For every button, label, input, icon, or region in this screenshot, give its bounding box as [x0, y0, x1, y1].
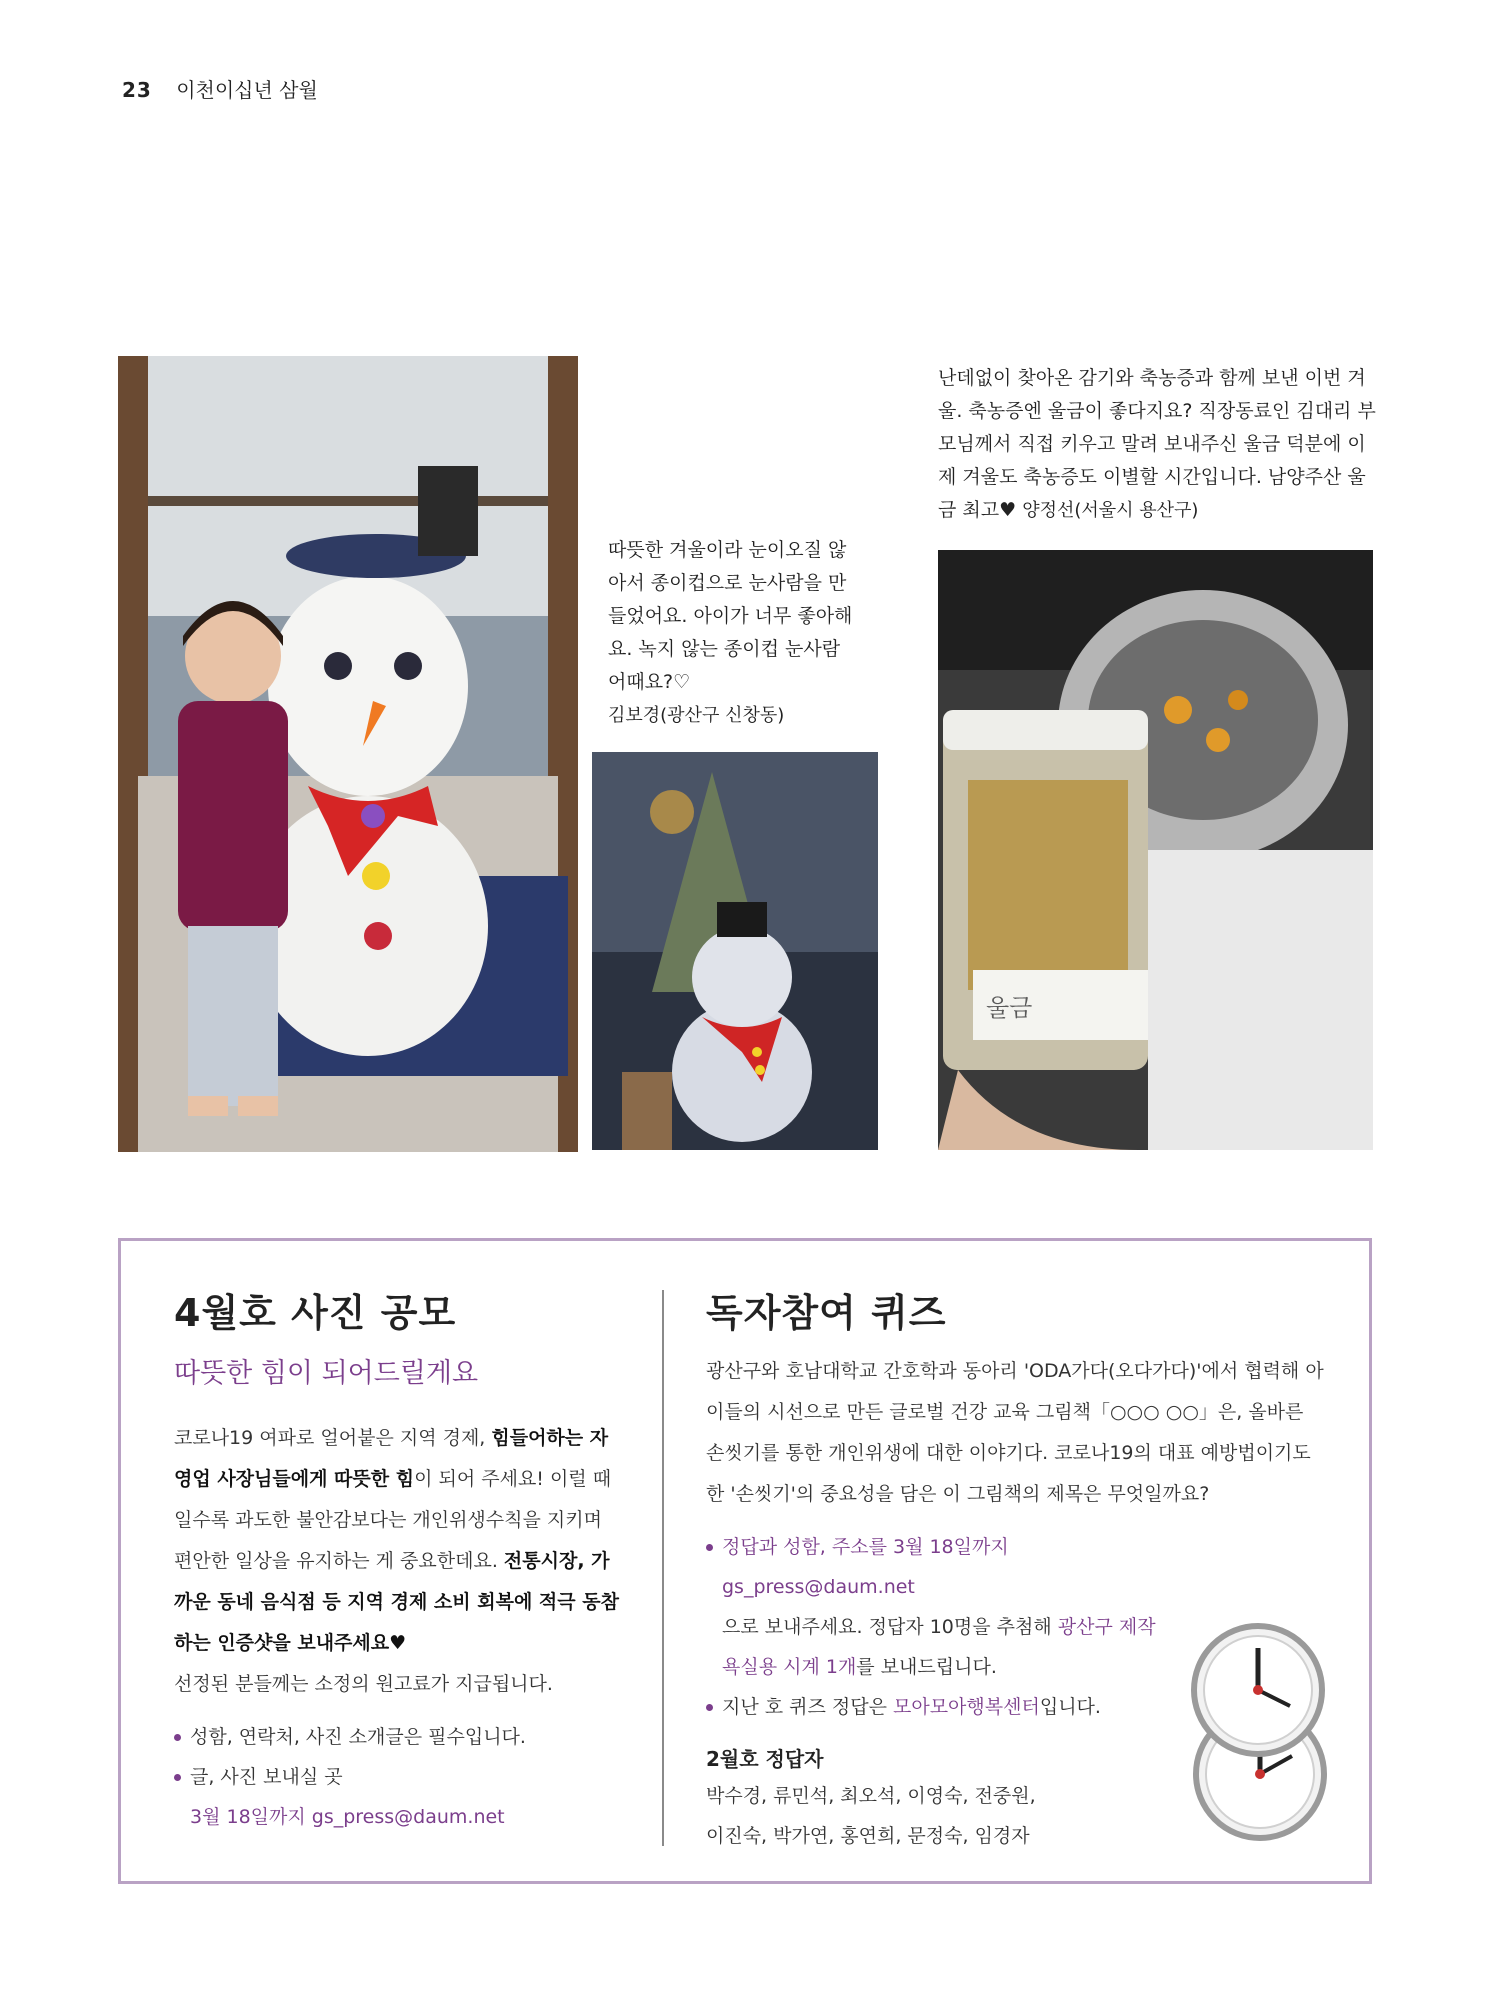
- contest-title: 4월호 사진 공모: [174, 1291, 457, 1335]
- contest-body-1: 코로나19 여파로 얼어붙은 지역 경제,: [174, 1427, 492, 1449]
- last-answer-label: 지난 호 퀴즈 정답은: [722, 1696, 893, 1718]
- issue-date: 이천이십년 삼월: [176, 78, 318, 102]
- quiz-deadline: 정답과 성함, 주소를 3월 18일까지 gs_press@daum.net: [722, 1536, 1009, 1598]
- caption-turmeric: [938, 362, 1378, 527]
- last-answer-end: 입니다.: [1039, 1696, 1101, 1718]
- contest-body-bold-2: 전통시장, 가까운 동네 음식점 등 지역 경제 소비 회복에 적극 동참하는 인증샷을 보내주세요♥: [174, 1550, 619, 1654]
- contest-subtitle: 따뜻한 힘이 되어드릴게요: [174, 1358, 479, 1389]
- quiz-instructions: 으로 보내주세요. 정답자 10명을 추첨해: [722, 1616, 1058, 1638]
- quiz-title: 독자참여 퀴즈: [706, 1291, 947, 1335]
- photo-snowman-night: [592, 752, 878, 1150]
- caption-turmeric-author: 양정선(서울시 용산구): [1022, 500, 1199, 521]
- page-number: 23: [122, 78, 152, 102]
- contest-body-3: 선정된 분들께는 소정의 원고료가 지급됩니다.: [174, 1673, 553, 1695]
- contest-body-bold-1: 힘들어하는 자영업 사장님들에게 따뜻한 힘: [174, 1427, 609, 1490]
- contest-body: [174, 1418, 624, 1705]
- photo-girl-snowman: [118, 356, 578, 1152]
- list-item: 글, 사진 보내실 곳: [174, 1757, 624, 1797]
- quiz-question: 광산구와 호남대학교 간호학과 동아리 'ODA가다(오다가다)'에서 협력해 아이들의 시선으로 만든 글로벌 건강 교육 그림책「○○○ ○○」은, 올바른 손씻기를 통한 개인위생에 대한 이야기다. 코로나19의 대표 예방법이기도 한 '손씻기'의 중요성을 담은 이 그림책의 제목은 무엇일까요?: [706, 1360, 1324, 1505]
- quiz-instructions-end: 를 보내드립니다.: [856, 1656, 997, 1678]
- jar-label: 울금: [986, 994, 1033, 1022]
- list-item: 성함, 연락처, 사진 소개글은 필수입니다.: [174, 1717, 624, 1757]
- winners-line-1: 박수경, 류민석, 최오석, 이영숙, 전중원,: [706, 1785, 1036, 1807]
- photo-turmeric-kettle: [938, 550, 1373, 1150]
- contest-send-info: 3월 18일까지 gs_press@daum.net: [190, 1806, 505, 1828]
- photo-contest-section: [174, 1282, 624, 1837]
- caption-turmeric-text: 난데없이 찾아온 감기와 축농증과 함께 보낸 이번 겨울. 축농증엔 울금이 좋다지요? 직장동료인 김대리 부모님께서 직접 키우고 말려 보내주신 울금 덕분에 이제 겨울도 축농증도 이별할 시간입니다. 남양주산 울금 최고♥: [938, 367, 1376, 521]
- wall-clock-icon: [1188, 1622, 1330, 1854]
- caption-snowman-author: 김보경(광산구 신창동): [608, 705, 785, 726]
- page-header: [122, 74, 318, 103]
- caption-snowman: [608, 534, 858, 732]
- winners-title: 2월호 정답자: [706, 1747, 824, 1771]
- quiz-prize: 광산구 제작 욕실용 시계 1개: [722, 1616, 1156, 1678]
- contest-body-2: 이 되어 주세요! 이럴 때일수록 과도한 불안감보다는 개인위생수칙을 지키며 편안한 일상을 유지하는 게 중요한데요.: [174, 1468, 612, 1572]
- quiz-bullets: [706, 1527, 1176, 1727]
- contest-bullets: [174, 1717, 624, 1797]
- caption-snowman-text: 따뜻한 겨울이라 눈이오질 않아서 종이컵으로 눈사람을 만들었어요. 아이가 너무 좋아해요. 녹지 않는 종이컵 눈사람 어때요?♡: [608, 539, 853, 693]
- list-item: [706, 1527, 1176, 1687]
- list-item: [706, 1687, 1176, 1727]
- last-answer: 모아모아행복센터: [893, 1696, 1040, 1718]
- winners-line-2: 이진숙, 박가연, 홍연희, 문정숙, 임경자: [706, 1825, 1030, 1847]
- column-divider: [662, 1290, 664, 1846]
